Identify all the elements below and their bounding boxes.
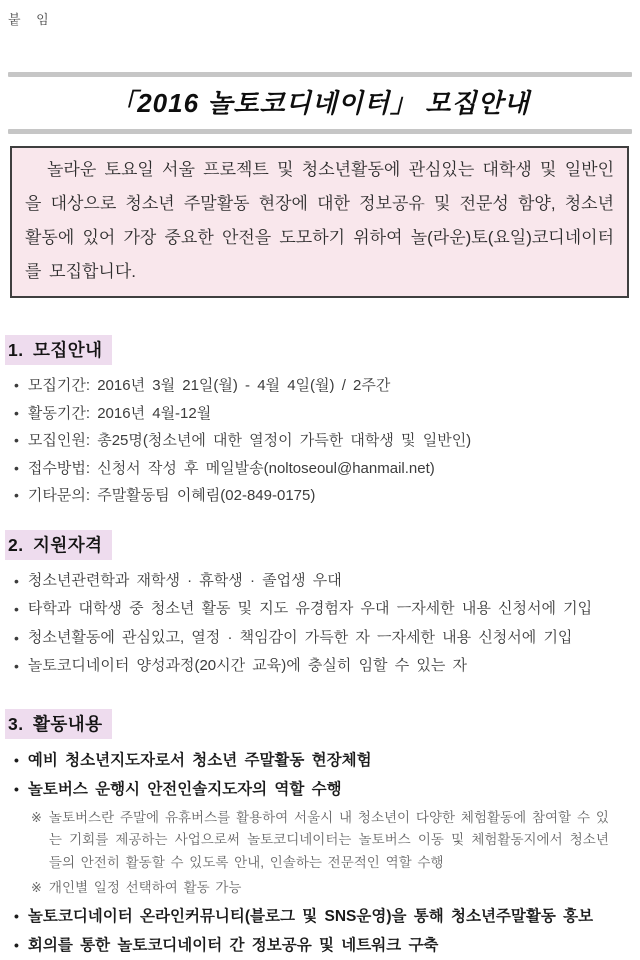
section-heading-activities: 3. 활동내용: [5, 709, 112, 739]
reference-mark-icon: ※: [31, 809, 42, 825]
bullet-icon: •: [14, 487, 19, 503]
item-text: 놀토버스 운행시 안전인솔지도자의 역할 수행: [27, 780, 342, 798]
section-heading-recruit-info: 1. 모집안내: [5, 335, 112, 365]
note-item: [5, 877, 632, 900]
bullet-icon: •: [14, 459, 19, 476]
reference-mark-icon: ※: [31, 880, 42, 895]
bullet-item: [5, 595, 632, 624]
bullet-item: [5, 372, 632, 400]
item-text: 놀토코디네이터 온라인커뮤니티(블로그 및 SNS운영)을 통해 청소년주말활동 홍보: [27, 907, 594, 925]
bullet-item: [5, 902, 632, 931]
bullet-item: [5, 652, 632, 681]
item-text: 활동기간: 2016년 4월-12월: [27, 404, 212, 422]
bullet-item: [5, 427, 632, 455]
bullet-item: [5, 624, 632, 653]
bullet-icon: •: [14, 780, 19, 797]
bullet-item: [5, 775, 632, 804]
attachment-label: 붙 임: [8, 12, 55, 27]
bullet-icon: •: [14, 432, 19, 448]
bullet-item: [5, 400, 632, 428]
item-text: 모집기간: 2016년 3월 21일(월) - 4월 4일(월) / 2주간: [27, 377, 391, 394]
section-activities: [5, 709, 632, 960]
section-heading-qualifications: 2. 지원자격: [5, 530, 112, 560]
section-recruit-info: [5, 335, 632, 510]
item-text: 개인별 일정 선택하여 활동 가능: [48, 880, 242, 895]
activities-list: [5, 746, 632, 960]
bullet-icon: •: [14, 751, 19, 768]
section-qualifications: [5, 530, 632, 681]
qualifications-list: [5, 567, 632, 681]
item-text: 타학과 대학생 중 청소년 활동 및 지도 유경험자 우대 ㅡ자세한 내용 신청서에 기입: [27, 600, 593, 617]
bullet-icon: •: [14, 658, 19, 674]
item-text: 놀토코디네이터 양성과정(20시간 교육)에 충실히 임할 수 있는 자: [27, 657, 468, 674]
bullet-item: [5, 567, 632, 596]
item-text: 기타문의: 주말활동팀 이혜림(02-849-0175): [27, 487, 316, 504]
bullet-icon: •: [14, 936, 19, 953]
note-item: [5, 807, 632, 875]
intro-box: [10, 146, 629, 298]
bullet-icon: •: [14, 377, 19, 393]
bullet-icon: •: [14, 572, 19, 589]
item-text: 놀토버스란 주말에 유휴버스를 활용하여 서울시 내 청소년이 다양한 체험활동에 참여할 수 있는 기회를 제공하는 사업으로써 놀토코디네이터는 놀토버스 이동 및 체험활동지에서 청소년들의 안전히 활동할 수 있도록 안내, 인솔하는 전문적인 역할 수행: [48, 809, 609, 870]
bullet-icon: •: [14, 404, 19, 421]
page-title: 「2016 놀토코디네이터」 모집안내: [110, 88, 530, 118]
recruit-info-list: [5, 372, 632, 510]
item-text: 청소년관련학과 재학생 · 휴학생 · 졸업생 우대: [27, 571, 342, 589]
bullet-item: [5, 455, 632, 483]
item-text: 모집인원: 총25명(청소년에 대한 열정이 가득한 대학생 및 일반인): [27, 432, 472, 449]
item-text: 청소년활동에 관심있고, 열정 · 책임감이 가득한 자 ㅡ자세한 내용 신청서에 기입: [27, 628, 573, 646]
bullet-icon: •: [14, 907, 19, 924]
item-text: 접수방법: 신청서 작성 후 메일발송(noltoseoul@hanmail.net): [27, 459, 435, 477]
bullet-item: [5, 931, 632, 960]
bullet-item: [5, 746, 632, 775]
intro-text: 놀라운 토요일 서울 프로젝트 및 청소년활동에 관심있는 대학생 및 일반인을 대상으로 청소년 주말활동 현장에 대한 정보공유 및 전문성 함양, 청소년활동에 있어 가장 중요한 안전을 도모하기 위하여 놀(라운)토(요일)코디네이터를 모집합니다.: [25, 160, 614, 281]
item-text: 예비 청소년지도자로서 청소년 주말활동 현장체험: [27, 751, 372, 769]
item-text: 회의를 통한 놀토코디네이터 간 정보공유 및 네트워크 구축: [27, 936, 439, 954]
horizontal-rule-bottom: [8, 129, 632, 134]
bullet-icon: •: [14, 601, 19, 617]
bullet-icon: •: [14, 629, 19, 646]
bullet-item: [5, 482, 632, 510]
